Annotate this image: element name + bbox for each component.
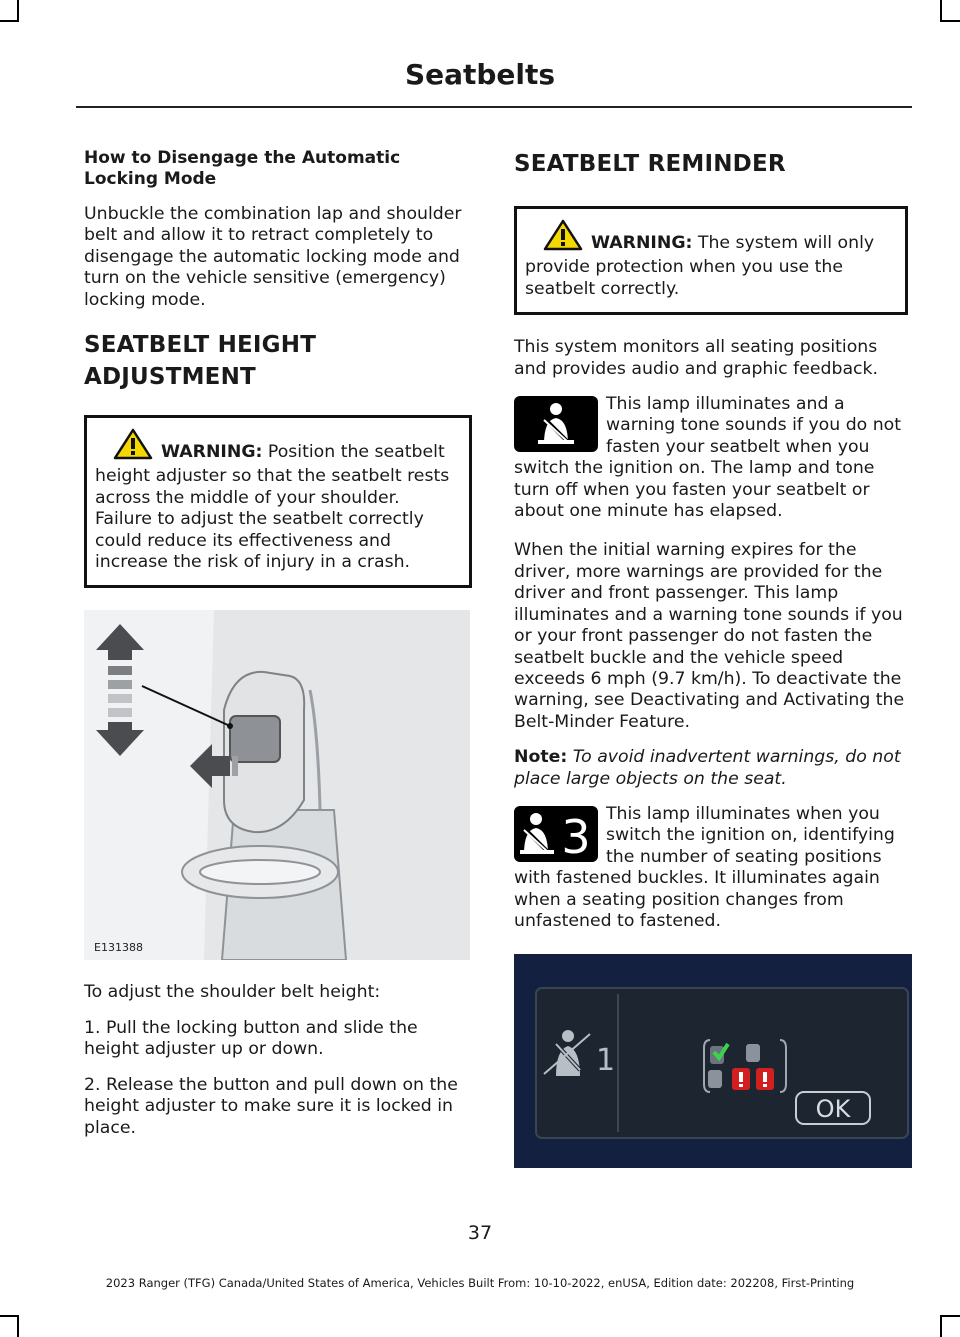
crop-mark bbox=[940, 0, 942, 22]
screen-ok-label: OK bbox=[815, 1095, 851, 1124]
screen-belt-count: 1 bbox=[596, 1043, 616, 1079]
page-number: 37 bbox=[467, 1222, 493, 1244]
warning-box-height bbox=[84, 415, 472, 588]
height-adjuster-drawing bbox=[84, 610, 470, 960]
lamp1-description: This lamp illuminates and a warning tone sounds if you do not fasten your seatbelt when you switch the ignition on. The lamp and tone turn off when you fasten your seatbelt or about one minute has elapsed. bbox=[514, 394, 902, 522]
height-adjuster-illustration bbox=[84, 610, 470, 960]
header-rule bbox=[76, 106, 912, 108]
crop-mark bbox=[940, 1315, 960, 1317]
subheading-disengage: How to Disengage the Automatic Locking Mode bbox=[84, 148, 401, 189]
page-title: Seatbelts bbox=[404, 58, 556, 91]
disengage-paragraph: Unbuckle the combination lap and shoulder belt and allow it to retract completely to disengage the automatic locking mode and turn on the vehicle sensitive (emergency) locking mode. bbox=[84, 204, 462, 310]
crop-mark bbox=[0, 20, 19, 22]
step-1: 1. Pull the locking button and slide the height adjuster up or down. bbox=[84, 1017, 418, 1060]
footer-text: 2023 Ranger (TFG) Canada/United States of America, Vehicles Built From: 10-10-2022, enUSA, Edition date: 202208, First-Printing bbox=[105, 1276, 855, 1290]
note-text: To avoid inadvertent warnings, do not place large objects on the seat. bbox=[514, 747, 901, 789]
note bbox=[514, 747, 908, 790]
crop-mark bbox=[17, 1315, 19, 1337]
crop-mark bbox=[940, 1315, 942, 1337]
driver-passenger-paragraph: When the initial warning expires for the driver, more warnings are provided for the driver and front passenger. This lamp illuminates and a warning tone sounds if you or your front passenger do not fasten the seatbelt buckle and the vehicle speed exceeds 6 mph (9.7 km/h). To deactivate the warning, see Deactivating and Activating the Belt-Minder Feature. bbox=[514, 540, 905, 732]
section-title-height-adjustment: SEATBELT HEIGHT ADJUSTMENT bbox=[84, 332, 317, 391]
lamp1-block bbox=[514, 394, 908, 522]
lamp2-block bbox=[514, 804, 908, 932]
warning-label: WARNING: bbox=[591, 233, 693, 253]
belt-count-lamp-icon bbox=[514, 806, 598, 862]
belt-count-digit: 3 bbox=[561, 809, 591, 862]
section-title-seatbelt-reminder: SEATBELT REMINDER bbox=[514, 151, 786, 177]
seatbelt-lamp-icon bbox=[514, 396, 598, 452]
warning-text: Position the seatbelt height adjuster so that the seatbelt rests across the middle of your shoulder. Failure to adjust the seatbelt correctly could reduce its effectiveness and increase the risk of injury in a crash. bbox=[95, 442, 450, 573]
note-label: Note: bbox=[514, 747, 568, 768]
adjust-intro: To adjust the shoulder belt height: bbox=[84, 982, 381, 1003]
monitor-paragraph: This system monitors all seating positions and provides audio and graphic feedback. bbox=[514, 337, 879, 379]
right-column bbox=[514, 148, 908, 1168]
warning-text: The system will only provide protection when you use the seatbelt correctly. bbox=[525, 233, 875, 299]
lamp2-description: This lamp illuminates when you switch the ignition on, identifying the number of seating positions with fastened buckles. It illuminates again when a seating position changes from unfastened to fastened. bbox=[514, 803, 895, 931]
figure-code: E131388 bbox=[94, 941, 143, 955]
warning-triangle-icon bbox=[113, 428, 153, 466]
crop-mark bbox=[940, 20, 960, 22]
cluster-display-illustration bbox=[514, 954, 912, 1168]
warning-triangle-icon bbox=[543, 219, 583, 257]
step-2: 2. Release the button and pull down on the height adjuster to make sure it is locked in place. bbox=[84, 1074, 458, 1138]
crop-mark bbox=[0, 1315, 19, 1317]
warning-label: WARNING: bbox=[161, 442, 263, 463]
left-column bbox=[84, 148, 472, 1153]
crop-mark bbox=[17, 0, 19, 22]
warning-box-reminder bbox=[514, 206, 908, 315]
